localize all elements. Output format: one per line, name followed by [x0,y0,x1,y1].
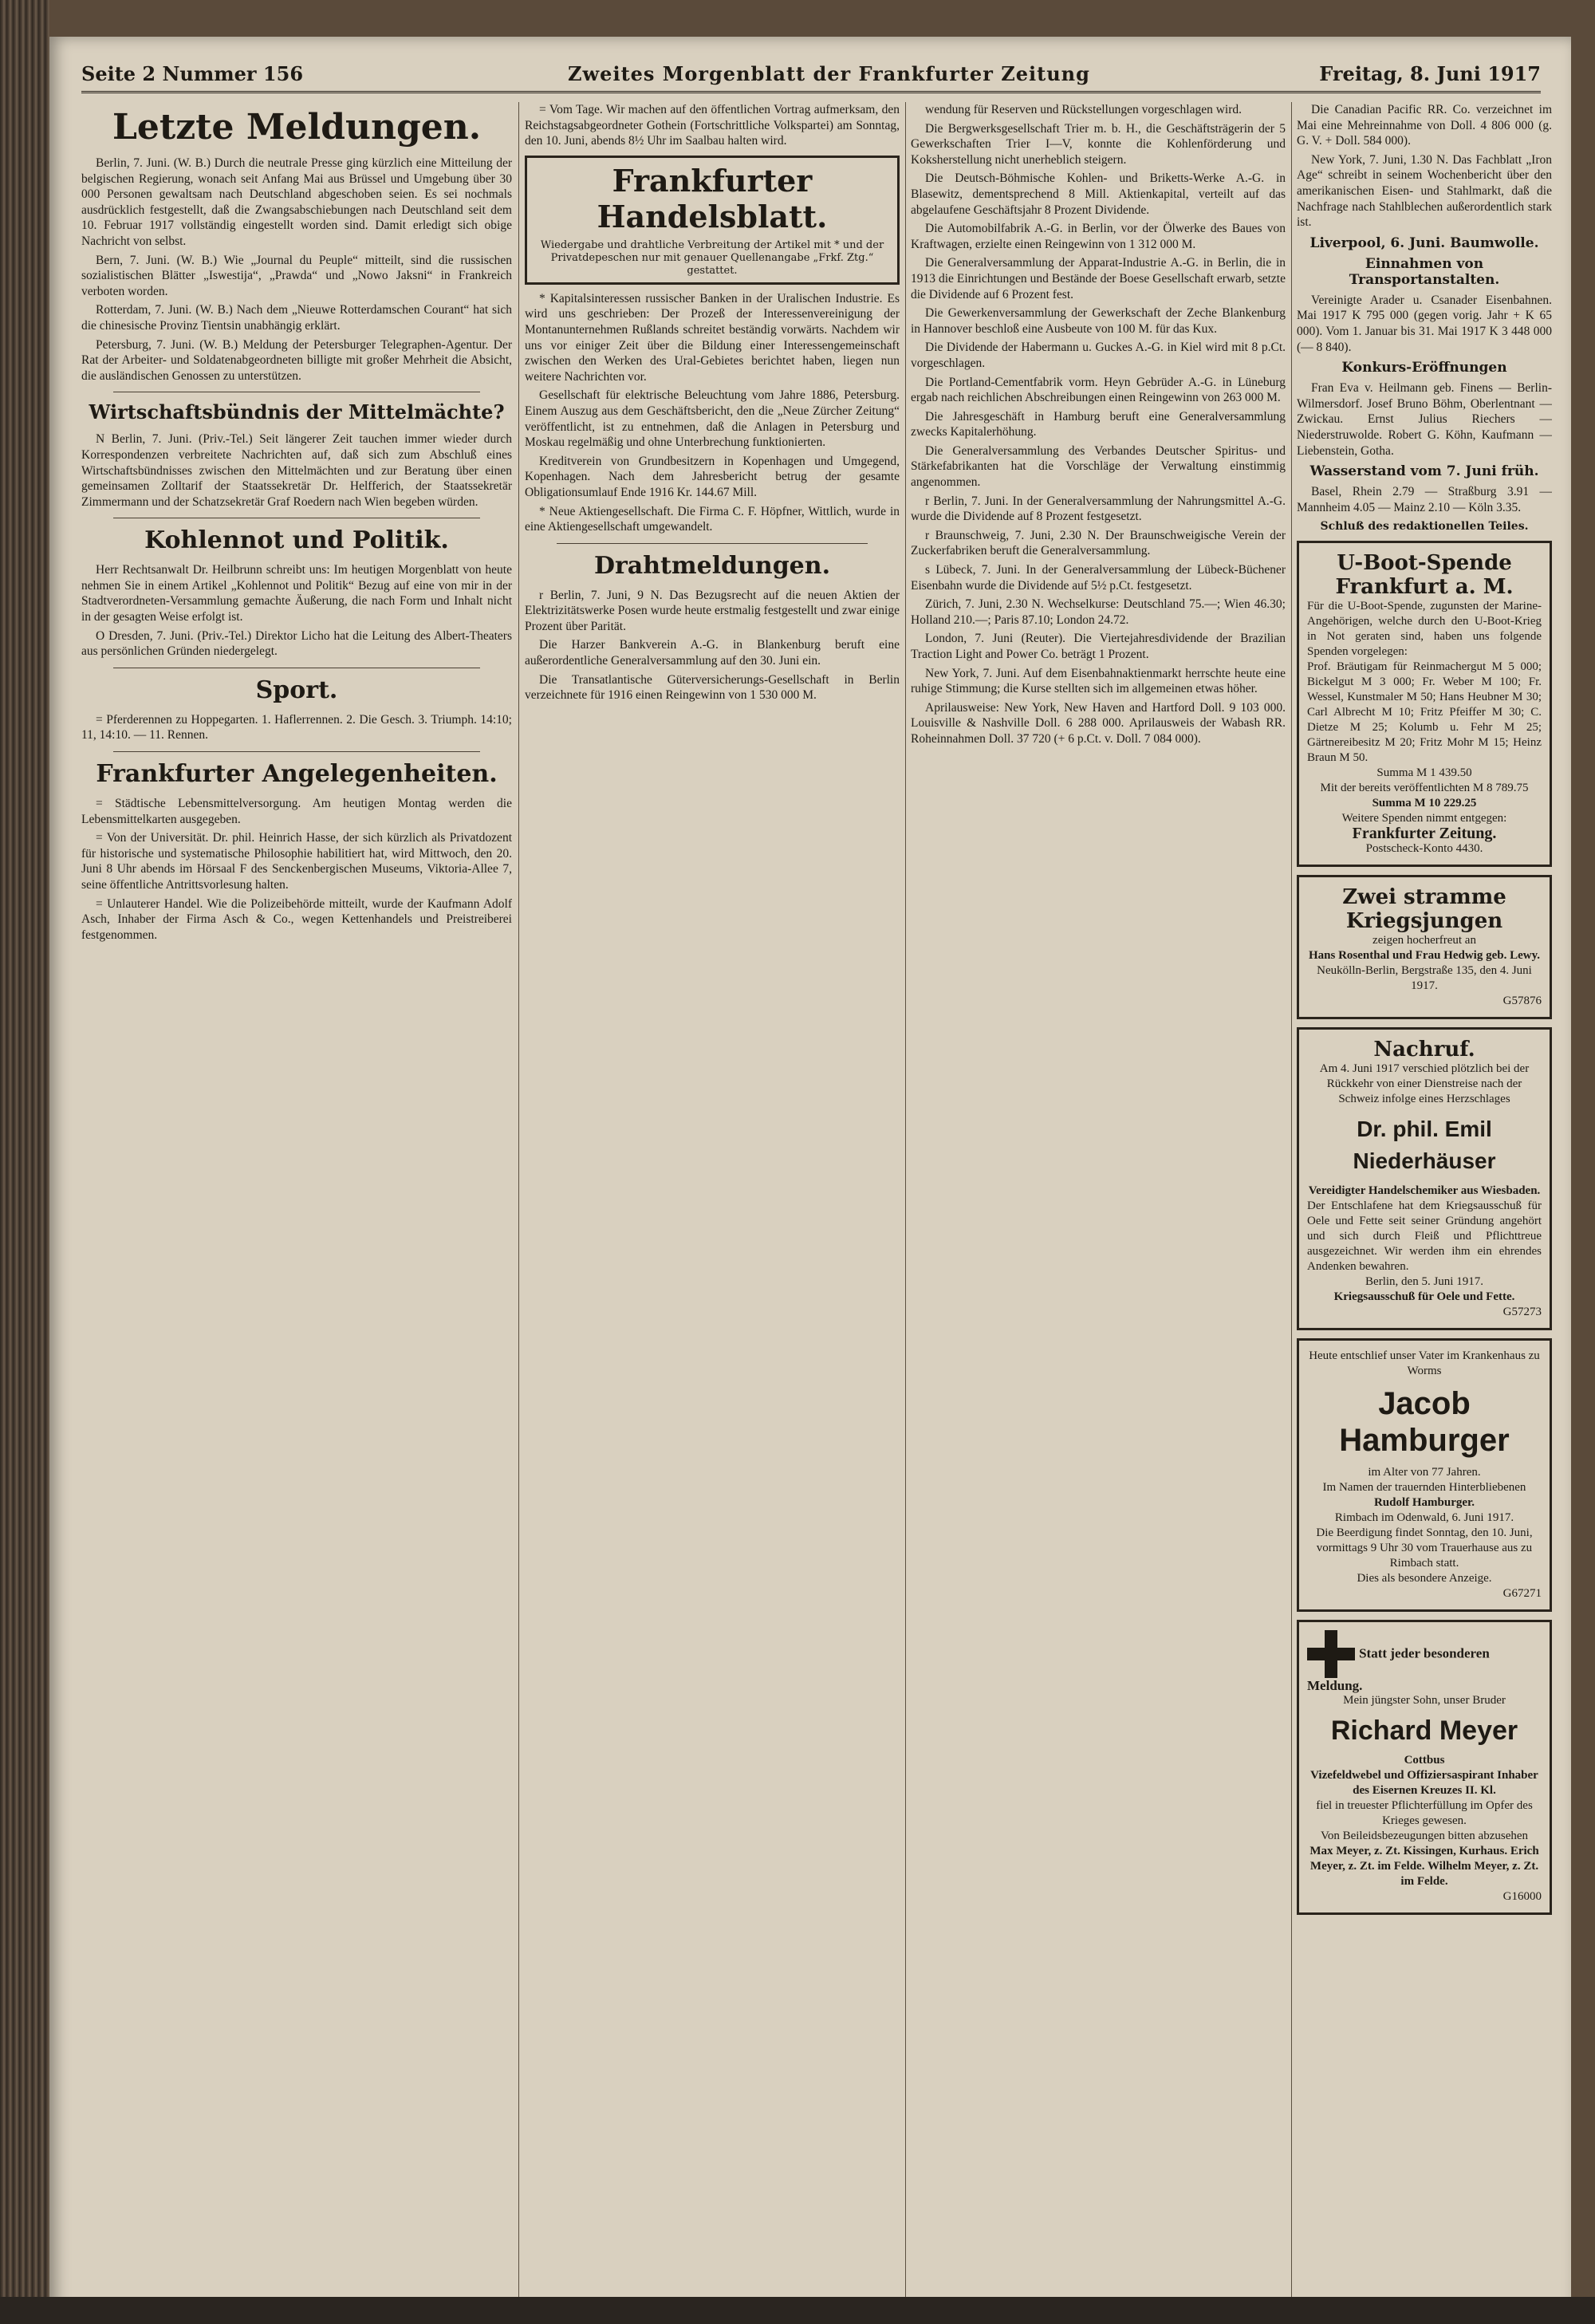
article-paragraph: Berlin, 7. Juni. (W. B.) Durch die neutrale Presse ging kürzlich eine Mitteilung der belgischen Regierung, wonach seit Anfang Mai aus Brüssel und Umgebung über 30 000 Personen gewaltsam nach Deutschland abgeschoben seien. Es sei nochmals ausdrücklich festgestellt, daß die Zwangsabschiebungen nach Deutschland seit dem 10. Februar 1917 vollständig eingestellt worden sind. Damit erledigt sich obige Nachricht von selbst. [81,156,512,248]
obituary-meyer [1297,1620,1552,1915]
page-header [81,59,1541,93]
heading-drahtmeldungen: Drahtmeldungen. [593,551,831,580]
hamburger-mourners: Im Namen der trauernden Hinterbliebenen [1322,1481,1526,1495]
meyer-text: Mein jüngster Sohn, unser Bruder [1343,1694,1506,1708]
page-bottom-edge [0,2297,1595,2324]
article-paragraph: = Pferderennen zu Hoppegarten. 1. Haflerrennen. 2. Die Gesch. 3. Triumph. 14:10; 11, 14:10. — 11. Rennen. [81,712,512,742]
obituary-niederhaeuser [1297,1027,1552,1330]
hamburger-note: Dies als besondere Anzeige. [1357,1572,1492,1585]
article-paragraph: = Von der Universität. Dr. phil. Heinrich Hasse, der sich kürzlich als Privatdozent für historische und systematische Philosophie habilitiert hat, wird Mittwoch, den 20. Juni 8 Uhr abends im Hörsaal F des Senckenbergischen Museums, Viktoria-Allee 7, seine öffentliche Antrittsvorlesung halten. [81,831,512,892]
article-paragraph: s Lübeck, 7. Juni. In der Generalversammlung der Lübeck-Büchener Eisenbahn wurde die Dividende auf 5½ p.Ct. festgesetzt. [911,563,1286,593]
article-paragraph: Die Automobilfabrik A.-G. in Berlin, vor der Ölwerke des Baues von Kraftwagen, erzielte einen Reingewinn von 1 312 000 M. [911,222,1286,251]
einnahmen-heading: Einnahmen von Transportanstalten. [1349,255,1500,288]
uboot-sum: Summa M 1 439.50 [1376,766,1472,780]
meyer-city: Cottbus [1404,1754,1445,1767]
obituary-name: Dr. phil. Emil Niederhäuser [1353,1117,1496,1174]
article-paragraph: Die Generalversammlung des Verbandes Deutscher Spiritus- und Stärkefabrikanten hat die Vorschläge der Verwaltung einstimmig angenommen. [911,443,1286,490]
uboot-further: Weitere Spenden nimmt entgegen: [1341,812,1507,825]
heading-letzte-meldungen: Letzte Meldungen. [112,107,482,148]
obituary-signature: Kriegsausschuß für Oele und Fette. [1333,1290,1515,1304]
obituary-title: Vereidigter Handelschemiker aus Wiesbaden. [1308,1184,1541,1198]
article-paragraph: r Braunschweig, 7. Juni, 2.30 N. Der Braunschweigische Verein der Zuckerfabriken beruft die Generalversammlung. [911,528,1286,558]
wasserstand-table: Basel, Rhein 2.79 — Straßburg 3.91 — Mannheim 4.05 — Mainz 2.10 — Köln 3.35. [1297,485,1552,514]
header-page-number: Seite 2 Nummer 156 [81,62,304,85]
liverpool-heading: Liverpool, 6. Juni. Baumwolle. [1309,234,1539,251]
divider [113,751,480,752]
article-paragraph: Die Dividende der Habermann u. Guckes A.-G. in Kiel wird mit 8 p.Ct. vorgeschlagen. [911,341,1286,370]
hamburger-signature: Rudolf Hamburger. [1373,1496,1475,1510]
article-paragraph: Die Jahresgeschäft in Hamburg beruft eine Generalversammlung zwecks Kapitalerhöhung. [911,409,1286,439]
article-paragraph: Rotterdam, 7. Juni. (W. B.) Nach dem „Nieuwe Rotterdamschen Courant“ hat sich die chinesische Provinz Tientsin unabhängig erklärt. [81,303,512,333]
einnahmen-text: Vereinigte Arader u. Csanader Eisenbahnen. Mai 1917 K 795 000 (gegen vorig. Jahr + K 65 000). Vom 1. Januar bis 31. Mai 1917 K 3 448 000 (— 8 840). [1297,293,1552,354]
article-paragraph: r Berlin, 7. Juni, 9 N. Das Bezugsrecht auf die neuen Aktien der Elektrizitätswerke Posen wurde heute erstmalig festgestellt und zwar einige Prozent über Parität. [525,588,900,633]
birth-text: zeigen hocherfreut an [1372,934,1476,947]
konkurs-table: Fran Eva v. Heilmann geb. Finens — Berlin-Wilmersdorf. Josef Bruno Böhm, Oberlentnant — Zwickau. Ernst Julius Riechers — Niederstruwolde. Robert G. Köhn, Kaufmann — Liebenstein, Gotha. [1297,381,1552,458]
article-paragraph: Bern, 7. Juni. (W. B.) Wie „Journal du Peuple“ mitteilt, sind die russischen sozialistischen Blätter „Iswestija“, „Prawda“ und „Nowo Jaksni“ in Frankreich verboten worden. [81,253,512,298]
article-paragraph: wendung für Reserven und Rückstellungen vorgeschlagen wird. [925,103,1243,116]
uboot-heading: U-Boot-Spende Frankfurt a. M. [1335,551,1514,600]
meyer-request: Von Beileidsbezeugungen bitten abzusehen [1320,1830,1529,1843]
heading-kohlennot: Kohlennot und Politik. [144,526,449,555]
ad-code: G57876 [1502,995,1542,1008]
hamburger-name: Jacob Hamburger [1339,1386,1510,1459]
uboot-postscheck: Postscheck-Konto 4430. [1365,842,1483,856]
wasserstand-heading: Wasserstand vom 7. Juni früh. [1309,463,1539,480]
uboot-previous: Mit der bereits veröffentlichten M 8 789.75 [1320,782,1529,795]
column-rule [905,102,906,2311]
article-paragraph: Die Harzer Bankverein A.-G. in Blankenburg beruft eine außerordentliche Generalversammlung auf den 30. Juni ein. [525,638,900,668]
article-paragraph: N Berlin, 7. Juni. (Priv.-Tel.) Seit längerer Zeit tauchen immer wieder durch Korrespondenzen verbreitete Nachrichten auf, daß sich zum Abschluß eines Wirtschaftsbündnisses zwischen den Mittelmächten und zur Beratung über einen gemeinsamen Zolltarif der Staatssekretär Dr. Helfferich, der Staatssekretär Zimmermann und der Schatzsekretär Graf Roedern nach Wien begeben würden. [81,432,512,509]
meyer-family: Max Meyer, z. Zt. Kissingen, Kurhaus. Erich Meyer, z. Zt. im Felde. Wilhelm Meyer, z. Zt. im Felde. [1309,1845,1539,1889]
konkurs-heading: Konkurs-Eröffnungen [1341,360,1507,376]
divider [557,543,868,544]
birth-heading: Zwei stramme Kriegsjungen [1342,885,1506,934]
article-paragraph: Die Gewerkenversammlung der Gewerkschaft der Zeche Blankenburg in Hannover beschloß eine Ausbeute von 100 M. für das Kux. [911,306,1286,336]
iron-cross-icon [1307,1630,1355,1678]
birth-announcement [1297,875,1552,1019]
ad-code: G16000 [1502,1890,1542,1904]
article-paragraph: = Unlauterer Handel. Wie die Polizeibehörde mitteilt, wurde der Kaufmann Adolf Asch, Inhaber der Firma Asch & Co., wegen Kettenhandels und Preistreiberei festgenommen. [81,896,512,942]
article-paragraph: New York, 7. Juni, 1.30 N. Das Fachblatt „Iron Age“ schreibt in seinem Wochenbericht über den amerikanischen Eisen- und Stahlmarkt, daß die Nachfrage nach Stahlblechen außerordentlich stark ist. [1297,152,1552,230]
article-paragraph: Die Portland-Cementfabrik vorm. Heyn Gebrüder A.-G. in Lüneburg ergab nach reichlichen Abschreibungen einen Reingewinn von 263 000 M. [911,375,1286,405]
article-paragraph: New York, 7. Juni. Auf dem Eisenbahnaktienmarkt herrschte heute eine ruhige Stimmung; die Kurse stellten sich im allgemeinen etwas höher. [911,666,1286,696]
uboot-donor-list: Prof. Bräutigam für Reinmachergut M 5 000; Bickelgut M 3 000; Fr. Weber M 100; Fr. Wessel, Kunstmaler M 50; Hans Heubner M 30; Carl Albrecht M 10; Fritz Pfeiffer M 30; C. Dietze M 25; Kolumb u. Fehr M 25; Gärtnereibesitz M 20; Fritz Mohr M 15; Heinz Braun M 50. [1307,660,1542,765]
meyer-rank: Vizefeldwebel und Offiziersaspirant Inhaber des Eisernen Kreuzes II. Kl. [1310,1769,1538,1798]
article-paragraph: Die Generalversammlung der Apparat-Industrie A.-G. in Berlin, die in 1913 die Einrichtungen und Bestände der Boese Gesellschaft erwarb, setzte die Dividende auf 6 Prozent fest. [911,256,1286,301]
book-spine [0,0,49,2324]
obituary-body: Der Entschlafene hat dem Kriegsausschuß für Oele und Fette seit seiner Gründung angehört und sich durch Fleiß und Pflichttreue ausgezeichnet. Wir werden ihm ein ehrendes Andenken bewahren. [1307,1199,1542,1274]
hamburger-text: Heute entschlief unser Vater im Krankenhaus zu Worms [1309,1349,1540,1378]
article-paragraph: Zürich, 7. Juni, 2.30 N. Wechselkurse: Deutschland 75.—; Wien 46.30; Holland 210.—; Paris 87.10; London 24.72. [911,597,1286,627]
handelsblatt-title: Frankfurter Handelsblatt. [597,162,828,234]
heading-wirtschaftsbuendnis: Wirtschaftsbündnis der Mittelmächte? [89,400,505,424]
meyer-text2: fiel in treuester Pflichterfüllung im Opfer des Krieges gewesen. [1316,1799,1533,1828]
heading-sport: Sport. [255,676,338,704]
article-paragraph: * Kapitalsinteressen russischer Banken in der Uralischen Industrie. Es wird uns geschrieben: Der Prozeß der Interessenvereinigung der Montanunternehmen Rußlands schreitet beständig vorwärts. Nachdem wir uns vor einiger Zeit über die Bildung einer Interessengemeinschaft zwischen den Werken des Ural-Gebietes berichtet haben, liegen nun weitere Nachrichten vor. [525,291,900,384]
column-3 [911,102,1286,2311]
column-rule [1291,102,1292,2311]
article-paragraph: Die Bergwerksgesellschaft Trier m. b. H., die Geschäftsträgerin der 5 Gewerkschaften Trier I—V, konnte die Kohlenförderung und Koksherstellung nicht unerheblich steigern. [911,121,1286,167]
article-paragraph: Gesellschaft für elektrische Beleuchtung vom Jahre 1886, Petersburg. Einem Auszug aus dem Geschäftsbericht, den die „Neue Zürcher Zeitung“ veröffentlicht, ist zu entnehmen, daß die Anlagen in Petersburg und Moskau regelmäßig und ohne Unterbrechung funktionierten. [525,388,900,450]
obituary-heading: Nachruf. [1373,1038,1475,1062]
column-rule [518,102,519,2311]
article-paragraph: Herr Rechtsanwalt Dr. Heilbrunn schreibt uns: Im heutigen Morgenblatt von heute nehmen Sie in einem Artikel „Kohlennot und Politik“ Bezug auf eine von mir in der Stadtverordneten-Versammlung gemachte Äußerung, die nach Form und Inhalt nicht in der gesagten Weise erfolgt ist. [81,563,512,624]
article-paragraph: r Berlin, 7. Juni. In der Generalversammlung der Nahrungsmittel A.-G. wurde die Dividende auf 8 Prozent festgesetzt. [911,494,1286,524]
handelsblatt-masthead [525,156,900,285]
birth-address: Neukölln-Berlin, Bergstraße 135, den 4. Juni 1917. [1317,964,1532,993]
meyer-name: Richard Meyer [1330,1715,1518,1747]
uboot-fz: Frankfurter Zeitung. [1352,825,1497,843]
handelsblatt-note: Wiedergabe und drahtliche Verbreitung der Artikel mit * und der Privatdepeschen nur mit genauer Quellenangabe „Frkf. Ztg.“ gestattet. [540,238,884,277]
newspaper-page [49,37,1571,2318]
obituary-hamburger [1297,1338,1552,1612]
obituary-text: Am 4. Juni 1917 verschied plötzlich bei der Rückkehr von einer Dienstreise nach der Schweiz infolge eines Herzschlages [1319,1062,1530,1106]
article-paragraph: = Städtische Lebensmittelversorgung. Am heutigen Montag werden die Lebensmittelkarten ausgegeben. [81,797,512,826]
article-paragraph: = Vom Tage. Wir machen auf den öffentlichen Vortrag aufmerksam, den Reichstagsabgeordneter Gothein (Fortschrittliche Volkspartei) am Sonntag, den 10. Juni, abends 8½ Uhr im Saalbau halten wird. [525,103,900,148]
hamburger-place: Rimbach im Odenwald, 6. Juni 1917. [1334,1511,1514,1525]
end-of-editorial: Schluß des redaktionellen Teiles. [1320,520,1529,534]
article-paragraph: Kreditverein von Grundbesitzern in Kopenhagen und Umgegend, Kopenhagen. Nach dem Jahresbericht betrug der gesamte Obligationsumlauf Ende 1916 Kr. 144.67 Mill. [525,454,900,499]
column-4 [1297,102,1552,2311]
obituary-date: Berlin, den 5. Juni 1917. [1365,1275,1483,1289]
article-paragraph: O Dresden, 7. Juni. (Priv.-Tel.) Direktor Licho hat die Leitung des Albert-Theaters aus persönlichen Gründen niedergelegt. [81,628,512,659]
column-2 [525,102,900,2311]
hamburger-funeral: Die Beerdigung findet Sonntag, den 10. Juni, vormittags 9 Uhr 30 vom Trauerhause aus zu Rimbach statt. [1316,1526,1533,1570]
column-1 [81,102,512,2311]
article-paragraph: Petersburg, 7. Juni. (W. B.) Meldung der Petersburger Telegraphen-Agentur. Der Rat der Arbeiter- und Soldatenabgeordneten billigte mit großer Mehrheit die Absicht, die ausländischen Genossen zu unterstützen. [81,337,512,383]
heading-frankfurter-angelegenheiten: Frankfurter Angelegenheiten. [96,760,498,789]
birth-names: Hans Rosenthal und Frau Hedwig geb. Lewy. [1308,949,1541,963]
hamburger-age: im Alter von 77 Jahren. [1368,1466,1481,1479]
uboot-spende-box [1297,541,1552,867]
article-paragraph: Die Canadian Pacific RR. Co. verzeichnet im Mai eine Mehreinnahme von Doll. 4 806 000 (g. G. V. + Doll. 584 000). [1297,103,1552,148]
article-paragraph: Die Deutsch-Böhmische Kohlen- und Briketts-Werke A.-G. in Blasewitz, dementsprechend 8 Mill. Aktienkapital, verteilt auf das abgelaufene Geschäftsjahr 8 Prozent Dividende. [911,171,1286,217]
ad-code: G67271 [1502,1587,1542,1601]
article-paragraph: * Neue Aktiengesellschaft. Die Firma C. F. Höpfner, Wittlich, wurde in eine Aktiengesellschaft umgewandelt. [525,504,900,534]
article-paragraph: Aprilausweise: New York, New Haven and Hartford Doll. 9 103 000. Louisville & Nashville Doll. 6 288 000. Aprilausweis der Wabash RR. Roheinnahmen Doll. 37 720 (+ 6 p.Ct. v. Doll. 7 084 000). [911,700,1286,746]
ad-code: G57273 [1502,1306,1542,1319]
uboot-total: Summa M 10 229.25 [1372,797,1477,810]
header-masthead: Zweites Morgenblatt der Frankfurter Zeitung [568,62,1090,85]
article-paragraph: Die Transatlantische Güterversicherungs-Gesellschaft in Berlin verzeichnete für 1916 einen Reingewinn von 1 530 000 M. [525,672,900,703]
meyer-heading: Statt jeder besonderen Meldung. [1307,1645,1490,1694]
header-date: Freitag, 8. Juni 1917 [1319,62,1541,85]
article-paragraph: London, 7. Juni (Reuter). Die Viertejahresdividende der Brazilian Traction Light and Power Co. beträgt 1 Prozent. [911,632,1286,661]
uboot-subtitle: Für die U-Boot-Spende, zugunsten der Marine-Angehörigen, welche durch den U-Boot-Krieg in Not geraten sind, haben uns folgende Spenden vorgelegen: [1307,600,1542,659]
